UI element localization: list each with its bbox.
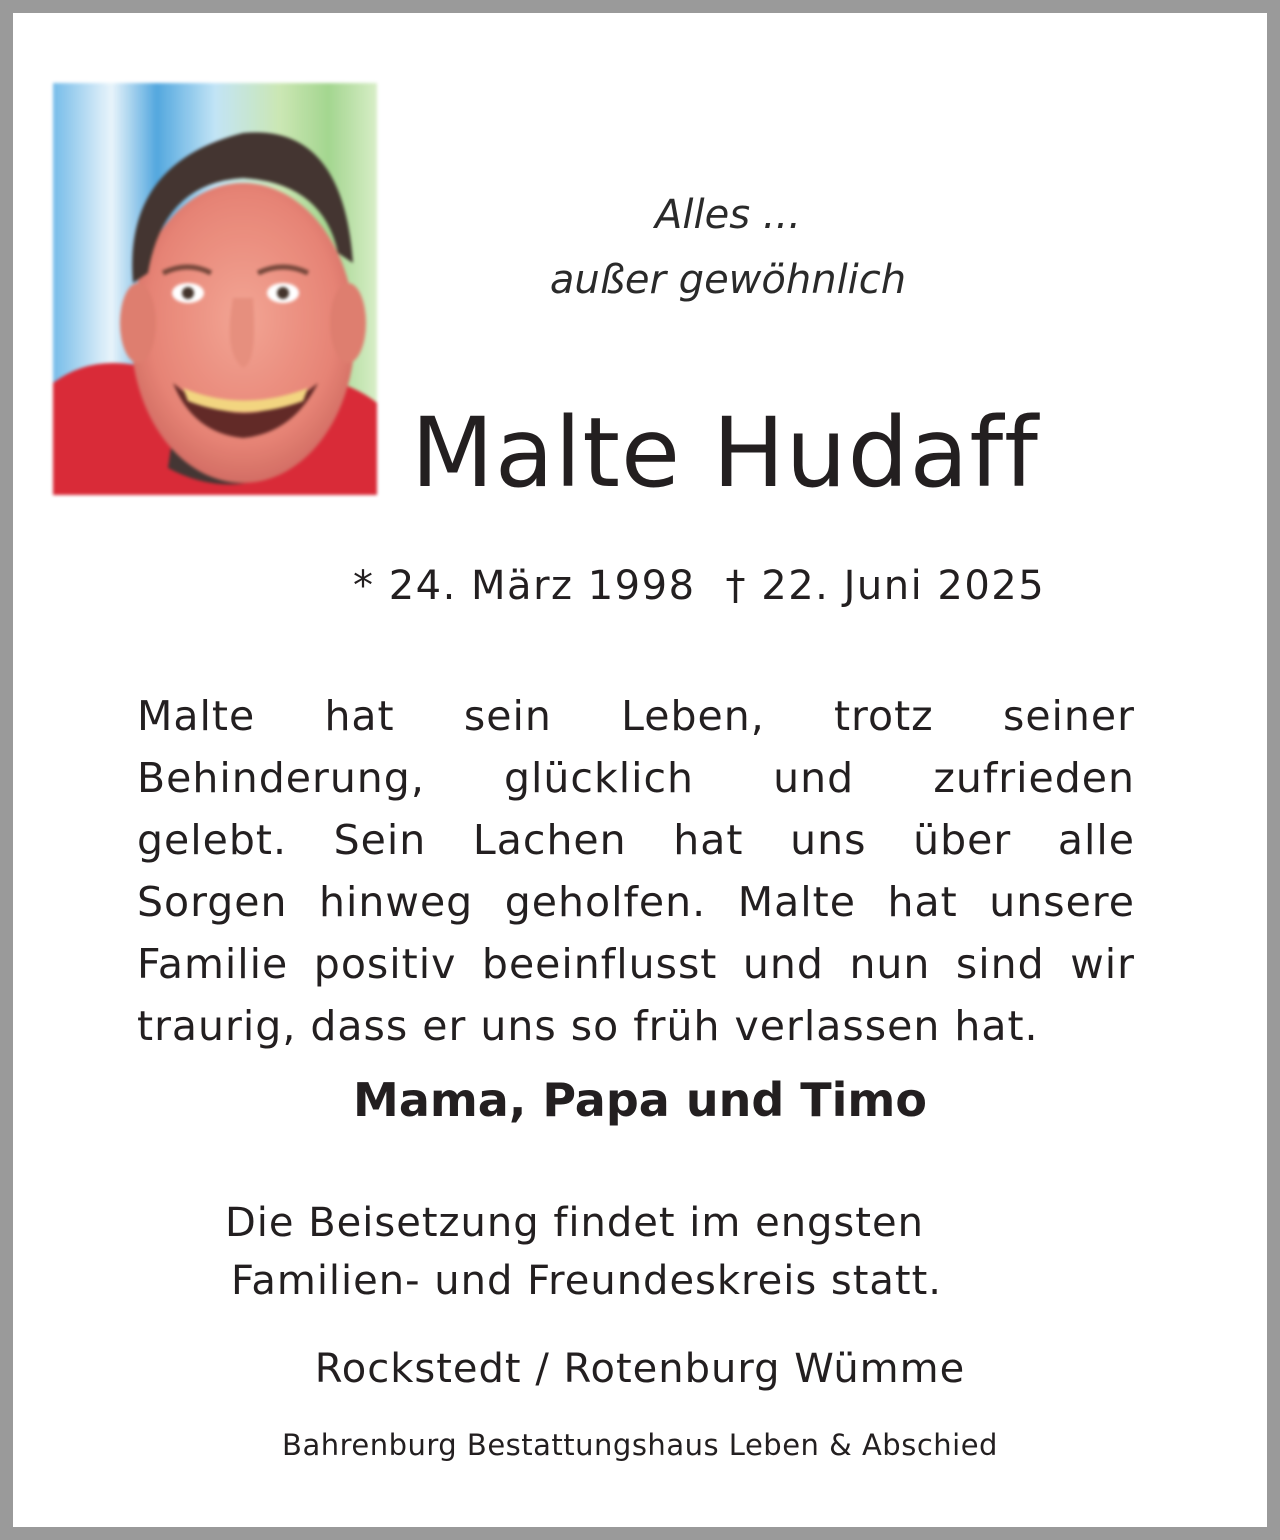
memorial-text (137, 685, 1135, 1057)
memorial-text-line: Familie positiv beeinflusst und nun sind wir (137, 940, 1135, 988)
memorial-text-line: Behinderung, glücklich und zufrieden (137, 754, 1135, 802)
funeral-info-line-2: Familien- und Freundeskreis statt. (231, 1258, 943, 1304)
memorial-text-line: Sorgen hinweg geholfen. Malte hat unsere (137, 878, 1135, 926)
birth-date: * 24. März 1998 (353, 563, 696, 609)
memorial-text-line: gelebt. Sein Lachen hat uns über alle (137, 816, 1135, 864)
family-signature: Mama, Papa und Timo (353, 1073, 927, 1127)
portrait-image (53, 83, 377, 495)
death-date: † 22. Juni 2025 (725, 563, 1046, 609)
obituary-notice (13, 13, 1267, 1527)
funeral-info-line-1: Die Beisetzung findet im engsten (225, 1200, 924, 1246)
deceased-name: Malte Hudaff (411, 397, 1039, 509)
portrait-photo (53, 83, 377, 495)
life-dates (353, 563, 1046, 609)
motto-line-2: außer gewöhnlich (549, 257, 907, 303)
undertaker-credit: Bahrenburg Bestattungshaus Leben & Abschied (282, 1428, 998, 1462)
motto-line-1: Alles ... (655, 192, 801, 238)
memorial-text-line: traurig, dass er uns so früh verlassen hat. (137, 1002, 1039, 1050)
location: Rockstedt / Rotenburg Wümme (314, 1346, 966, 1392)
memorial-text-line: Malte hat sein Leben, trotz seiner (137, 692, 1135, 740)
